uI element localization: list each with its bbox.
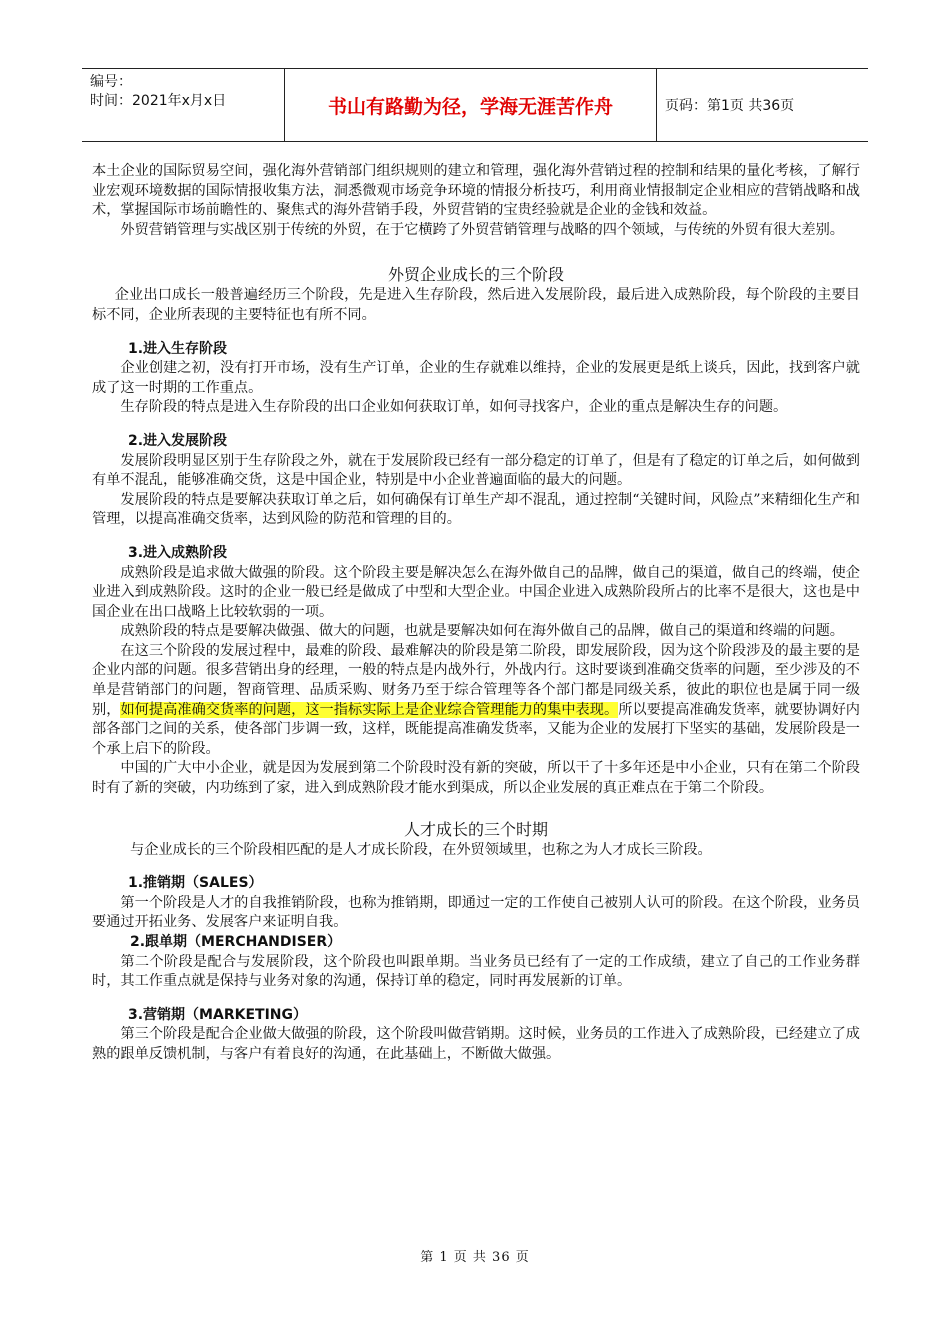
period-1-title: 1.推销期（SALES） bbox=[128, 875, 263, 892]
stage-3-paragraph-1: 成熟阶段是追求做大做强的阶段。这个阶段主要是解决怎么在海外做自己的品牌，做自己的渠道，做自己的终端，使企业进入到成熟阶段。这时的企业一般已经是做成了中型和大型企业。中国企业进入成熟阶段所占的比率不是很大，这也是中国企业在出口战略上比较软弱的一项。 bbox=[92, 564, 860, 620]
page-header bbox=[82, 68, 868, 142]
stage-2-paragraph-1: 发展阶段明显区别于生存阶段之外，就在于发展阶段已经有一部分稳定的订单了，但是有了稳定的订单之后，如何做到有单不混乱，能够准确交货，这是中国企业，特别是中小企业普遍面临的最大的问题。 bbox=[92, 452, 860, 489]
intro-paragraph-1: 本土企业的国际贸易空间，强化海外营销部门组织规则的建立和管理，强化海外营销过程的控制和结果的量化考核，了解行业宏观环境数据的国际情报收集方法，洞悉微观市场竞争环境的情报分析技巧，利用商业情报制定企业相应的营销战略和战术，掌握国际市场前瞻性的、聚焦式的海外营销手段，外贸营销的宝贵经验就是企业的金钱和效益。 bbox=[92, 163, 860, 219]
period-3-title: 3.营销期（MARKETING） bbox=[128, 1006, 307, 1023]
section-title-enterprise-growth: 外贸企业成长的三个阶段 bbox=[387, 265, 564, 285]
section-intro-enterprise-growth: 企业出口成长一般普遍经历三个阶段，先是进入生存阶段，然后进入发展阶段，最后进入成熟阶段，每个阶段的主要目标不同，企业所表现的主要特征也有所不同。 bbox=[92, 287, 860, 323]
page-footer: 第 1 页 共 36 页 bbox=[420, 1250, 530, 1265]
intro-paragraph-2: 外贸营销管理与实战区别于传统的外贸，在于它横跨了外贸营销管理与战略的四个领域，与传统的外贸有很大差别。 bbox=[120, 221, 844, 238]
stage-3-paragraph-2: 成熟阶段的特点是要解决做强、做大的问题，也就是要解决如何在海外做自己的品牌，做自己的渠道和终端的问题。 bbox=[120, 623, 844, 640]
stage-1-paragraph-2: 生存阶段的特点是进入生存阶段的出口企业如何获取订单，如何寻找客户，企业的重点是解决生存的问题。 bbox=[120, 399, 788, 416]
time-label: 时间：2021年x月x日 bbox=[90, 93, 227, 109]
paragraph-text: 所以要提高准确发货率，就要协调好内部各部门之间的关系，使各部门步调一致，这样，既能提高准确发货率，又能为企业的发展打下坚实的基础，发展阶段是一个承上启下的阶段。 bbox=[92, 701, 860, 757]
paragraph-text: 在这三个阶段的发展过程中，最难的阶段、最难解决的阶段是第二阶段，即发展阶段，因为这个阶段涉及的最主要的是企业内部的问题。很多营销出身的经理，一般的特点是内战外行，外战内行。这时要谈到准确交货率的问题，至少涉及的不单是营销部门的问题，智商管理、品质采购、财务乃至于综合管理等各个部门都是同级关系，彼此的职位也是属于同一级别， bbox=[92, 642, 860, 718]
number-label: 编号： bbox=[90, 74, 132, 90]
period-2-title: 2.跟单期（MERCHANDISER） bbox=[130, 934, 342, 950]
stage-1-paragraph-1: 企业创建之初，没有打开市场，没有生产订单，企业的生存就难以维持，企业的发展更是纸上谈兵，因此，找到客户就成了这一时期的工作重点。 bbox=[92, 360, 860, 396]
stage-1-title: 1.进入生存阶段 bbox=[128, 340, 228, 357]
highlighted-text: 如何提高准确交货率的问题，这一指标实际上是企业综合管理能力的集中表现。 bbox=[120, 701, 619, 718]
stage-3-paragraph-3 bbox=[92, 642, 860, 760]
stage-3-paragraph-4: 中国的广大中小企业，就是因为发展到第二个阶段时没有新的突破，所以干了十多年还是中小企业，只有在第二个阶段时有了新的突破，内功练到了家，进入到成熟阶段才能水到渠成，所以企业发展的真正难点在于第二个阶段。 bbox=[92, 760, 860, 797]
header-motto: 书山有路勤为径，学海无涯苦作舟 bbox=[285, 69, 657, 141]
section-intro-talent-growth: 与企业成长的三个阶段相匹配的是人才成长阶段，在外贸领域里，也称之为人才成长三阶段。 bbox=[130, 841, 712, 858]
header-meta bbox=[82, 69, 285, 141]
period-1-paragraph: 第一个阶段是人才的自我推销阶段，也称为推销期，即通过一定的工作使自己被别人认可的阶段。在这个阶段，业务员要通过开拓业务、发展客户来证明自我。 bbox=[92, 894, 860, 931]
stage-2-title: 2.进入发展阶段 bbox=[128, 432, 228, 449]
stage-2-paragraph-2: 发展阶段的特点是要解决获取订单之后，如何确保有订单生产却不混乱，通过控制“关键时间，风险点”来精细化生产和管理，以提高准确交货率，达到风险的防范和管理的目的。 bbox=[92, 491, 860, 528]
period-3-paragraph: 第三个阶段是配合企业做大做强的阶段，这个阶段叫做营销期。这时候，业务员的工作进入了成熟阶段，已经建立了成熟的跟单反馈机制，与客户有着良好的沟通，在此基础上，不断做大做强。 bbox=[92, 1026, 860, 1062]
period-2-paragraph: 第二个阶段是配合与发展阶段，这个阶段也叫跟单期。当业务员已经有了一定的工作成绩，建立了自己的工作业务群时，其工作重点就是保持与业务对象的沟通，保持订单的稳定，同时再发展新的订单。 bbox=[92, 953, 860, 990]
header-page-label: 页码：第1页 共36页 bbox=[665, 98, 795, 114]
stage-3-title: 3.进入成熟阶段 bbox=[128, 544, 228, 561]
document-body bbox=[92, 162, 860, 1065]
section-title-talent-growth: 人才成长的三个时期 bbox=[403, 819, 548, 839]
